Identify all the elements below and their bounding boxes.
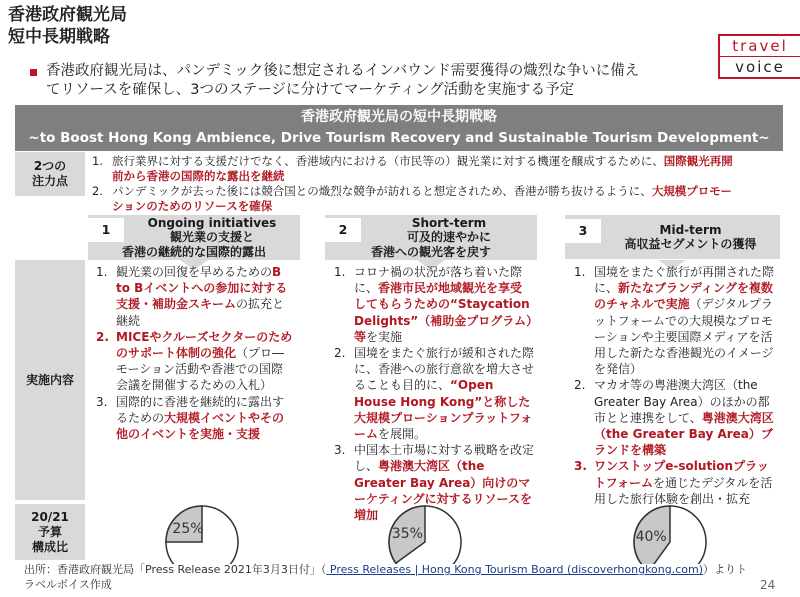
- item-text: を展開。: [378, 427, 427, 442]
- stage-subtitle: 可及的速やかに: [406, 230, 491, 244]
- item-text: の拡充と継続: [116, 297, 285, 328]
- item-highlight: 粤港澳大湾区（the Greater Bay Area）向けのマーケティングに対するリソースを増加: [354, 459, 532, 523]
- stage-subtitle: 高収益セグメントの獲得: [624, 237, 757, 251]
- focus-point-text: パンデミックが去った後には競合国との熾烈な競争が訪れると想定されため、香港が勝ち抜けるように、: [112, 184, 652, 198]
- item-number: 2.: [96, 329, 109, 344]
- item-number: 3.: [574, 459, 587, 474]
- item-text: 国境をまたぐ旅行が再開された際に、: [594, 265, 775, 296]
- item-text: コロナ禍の状況が落ち着いた際に、: [354, 265, 523, 296]
- source-prefix: 出所：香港政府観光局「Press Release 2021年3月3日付」（: [24, 563, 327, 576]
- focus-point-highlight: 国際観光再開: [663, 154, 733, 168]
- item-text: 国境をまたぐ旅行が緩和された際に、香港への旅行意欲を増大させることも目的に、: [354, 346, 535, 393]
- item-highlight: 粤港澳大湾区（the Greater Bay Area）ブランドを構築: [594, 410, 774, 458]
- stage-title: Mid-term: [659, 223, 722, 237]
- item-number: 1.: [334, 265, 346, 279]
- logo-bottom: voice: [718, 57, 800, 79]
- item-text: マカオ等の粤港澳大湾区（the Greater Bay Area）のほかの都市とと連携をして、: [594, 378, 770, 425]
- focus-point-2: [92, 184, 782, 214]
- stage-header-3: [565, 215, 780, 259]
- page-number: 24: [760, 578, 776, 592]
- column-short-term: [334, 264, 534, 523]
- pie-label: 25%: [172, 520, 204, 537]
- stage-subtitle-2: 香港への観光客を戻す: [325, 245, 537, 260]
- item-text: （プロ―モーション活動や香港での国際会議を開催するための入札）: [116, 346, 285, 393]
- item-highlight: 新たなブランディングを複数のチャネルで実施: [594, 281, 773, 312]
- source-line-2: ラベルボイス作成: [24, 578, 112, 591]
- pie-label: 40%: [635, 528, 667, 545]
- content-item: [96, 329, 294, 394]
- source-suffix: ）よりト: [703, 563, 748, 576]
- item-highlight: 香港市民が地域観光を享受してもらうための“Staycation Delights”（補助金プログラム）等: [354, 281, 533, 344]
- item-highlight: MICEやクルーズセクターのためのサポート体制の強化: [116, 329, 293, 361]
- item-number: 3.: [96, 394, 108, 409]
- focus-point-highlight: ションのためのリソースを確保: [112, 199, 273, 213]
- item-number: 2.: [334, 346, 346, 361]
- source-link[interactable]: Press Releases | Hong Kong Tourism Board (discoverhongkong.com): [326, 563, 704, 576]
- focus-points-label: 2つの 注力点: [15, 152, 85, 196]
- content-item: [96, 264, 294, 329]
- item-number: 1.: [96, 265, 108, 279]
- budget-pie-1: [162, 504, 242, 564]
- focus-point-text: 旅行業界に対する支援だけでなく、香港域内における（市民等の）観光業に対する機運を醸成するために、: [112, 154, 664, 168]
- banner-subtitle: ~to Boost Hong Kong Ambience, Drive Tourism Recovery and Sustainable Tourism Development~: [28, 130, 770, 146]
- item-text: （デジタルプラットフォームでの大規模なプロモーションや主要国際メディアを活用した新たな香港観光のイメージを発信）: [594, 297, 774, 377]
- stage-title: Ongoing initiatives: [147, 216, 277, 230]
- item-text: を通じたデジタルを活用した旅行体験を創出・拡充: [594, 475, 773, 506]
- title-line-1: 香港政府観光局: [8, 5, 127, 25]
- content-item: [334, 345, 534, 442]
- logo-top: travel: [718, 34, 800, 57]
- content-item: [574, 264, 774, 377]
- item-number: 2.: [574, 378, 586, 393]
- stage-title: Short-term: [411, 216, 487, 230]
- source-note: [24, 562, 784, 592]
- title-line-2: 短中長期戦略: [8, 27, 110, 47]
- content-label: 実施内容: [15, 260, 85, 500]
- stage-header-1: [88, 215, 300, 245]
- item-highlight: ワンストップe-solutionプラットフォーム: [594, 459, 769, 490]
- content-item: [96, 394, 294, 443]
- lead-bullet-icon: [30, 69, 37, 76]
- content-item: [334, 264, 534, 345]
- lead-line-1: 香港政府観光局は、パンデミック後に想定されるインバウンド需要獲得の熾烈な争いに備え: [46, 63, 640, 79]
- stage-subtitle-2: 香港の継続的な国際的露出: [88, 245, 300, 260]
- stage-number: 3: [565, 219, 601, 243]
- travelvoice-logo: [718, 34, 800, 79]
- item-highlight: B to Bイベントへの参加に対する支援・補助金スキーム: [116, 265, 288, 312]
- lead-line-2: てリソースを確保し、3つのステージに分けてマーケティング活動を実施する予定: [46, 82, 575, 98]
- item-text: 中国本土市場に対する戦略を改定し、: [354, 443, 535, 474]
- column-mid-term: [574, 264, 774, 507]
- focus-point-number: 2.: [92, 184, 103, 198]
- focus-point-1: [92, 154, 782, 184]
- strategy-banner: [15, 105, 783, 151]
- stage-number: 1: [88, 218, 124, 242]
- item-highlight: 大規模イベントやその他のイベントを実施・支援: [116, 410, 285, 442]
- item-text: 観光業の回復を早めるための: [116, 265, 273, 279]
- content-item: [574, 458, 774, 507]
- budget-label: 20/21 予算 構成比: [15, 504, 85, 560]
- focus-point-highlight: 前から香港の国際的な露出を継続: [112, 169, 285, 183]
- pie-label: 35%: [391, 526, 423, 543]
- item-text: 国際的に香港を継続的に露出するための: [116, 394, 285, 425]
- item-text: を実施: [366, 329, 403, 344]
- budget-pie-3: [630, 504, 710, 564]
- stage-header-2: [325, 215, 537, 245]
- column-ongoing: [96, 264, 294, 442]
- banner-title: 香港政府観光局の短中長期戦略: [301, 109, 497, 125]
- stage-subtitle: 観光業の支援と: [169, 230, 254, 244]
- item-number: 1.: [574, 265, 586, 279]
- focus-point-number: 1.: [92, 154, 103, 168]
- content-item: [574, 377, 774, 458]
- page-title: [8, 4, 127, 48]
- focus-point-highlight: 大規模プロモー: [651, 184, 732, 198]
- item-number: 3.: [334, 443, 346, 458]
- budget-pie-2: [385, 504, 465, 564]
- item-highlight: “Open House Hong Kong”と称した大規模プローションプラットフォーム: [354, 378, 533, 442]
- stage-number: 2: [325, 218, 361, 242]
- lead-text: [46, 62, 706, 100]
